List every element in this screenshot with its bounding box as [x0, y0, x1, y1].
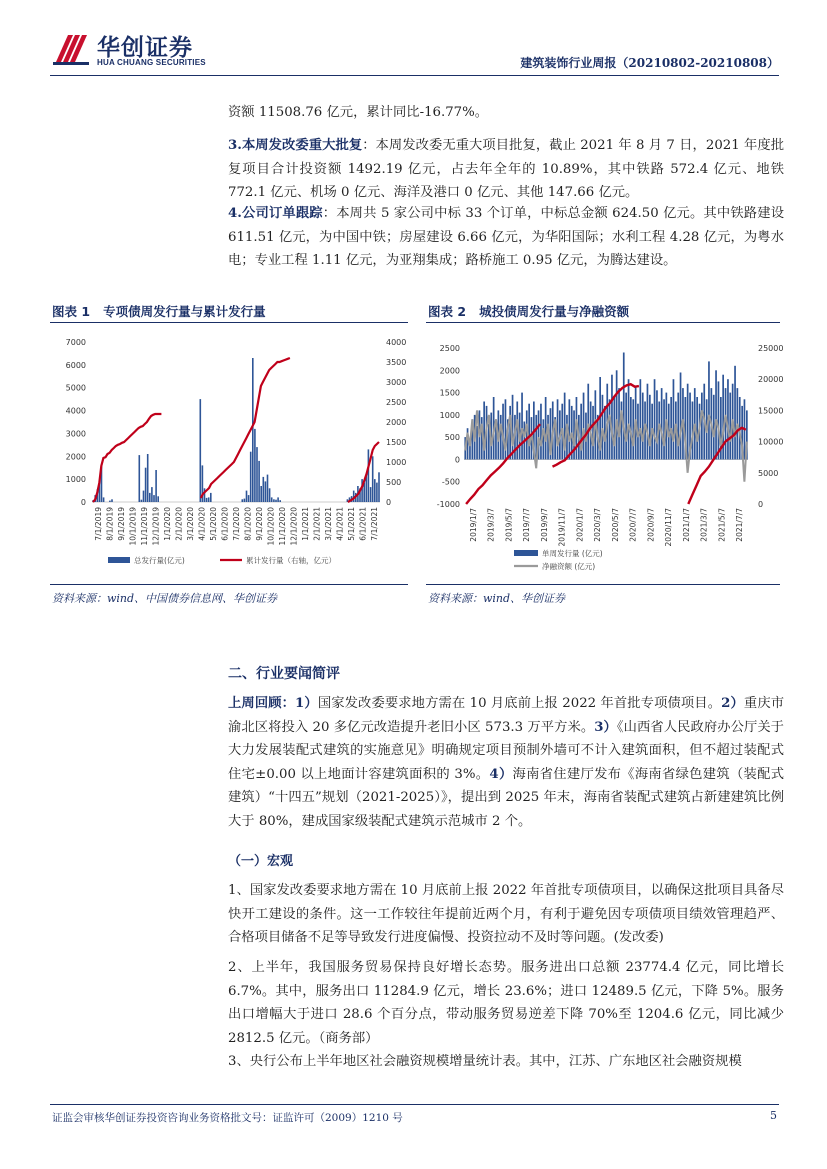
x-tick-label: 2/1/2020	[174, 507, 184, 541]
weekly-issuance-bar	[103, 497, 105, 502]
weekly-issuance-bar	[277, 497, 279, 502]
weekly-issuance-bar	[250, 452, 252, 502]
figure1-title-rule	[50, 322, 408, 323]
y2-tick-label: 1500	[386, 438, 407, 447]
x-tick-label: 4/1/2021	[335, 507, 345, 541]
ndrc-approval-paragraph	[228, 134, 784, 205]
page-number: 5	[770, 1109, 777, 1122]
y2-tick-label: 2500	[386, 398, 407, 407]
x-tick-label: 2/1/2021	[312, 507, 322, 541]
legend-label-bar: 单周发行量 (亿元)	[542, 549, 603, 558]
y-tick-label: 7000	[65, 338, 86, 347]
x-tick-label: 2021/3/7	[699, 508, 709, 542]
weekly-issuance-bar	[147, 454, 149, 502]
weekly-issuance-bar	[374, 479, 376, 502]
weekly-issuance-bar	[521, 393, 523, 460]
y2-tick-label: 3500	[386, 358, 407, 367]
weekly-issuance-bar	[153, 495, 155, 502]
x-tick-label: 3/1/2021	[324, 507, 334, 541]
news-item-3: 3、央行公布上半年地区社会融资规模增量统计表。其中，江苏、广东地区社会融资规模	[228, 1054, 742, 1069]
weekly-issuance-bar	[727, 379, 729, 459]
weekly-issuance-bar	[256, 447, 258, 502]
news-section-title: 二、行业要闻简评	[228, 666, 340, 682]
x-tick-label: 7/1/2019	[93, 507, 103, 541]
x-tick-label: 2020/3/7	[593, 508, 603, 542]
figure1-source: 资料来源：wind、中国债券信息网、华创证券	[52, 592, 278, 605]
weekly-issuance-bar	[248, 495, 250, 502]
x-tick-label: 2019/5/7	[504, 508, 514, 542]
recap-num-1: 1）	[295, 696, 318, 711]
weekly-issuance-bar	[528, 404, 530, 460]
x-tick-label: 2019/9/7	[539, 508, 549, 542]
y-tick-label: 1500	[439, 388, 460, 398]
weekly-issuance-bar	[718, 381, 720, 459]
weekly-issuance-bar	[649, 395, 651, 460]
weekly-issuance-bar	[368, 449, 370, 502]
weekly-issuance-bar	[353, 491, 355, 502]
x-tick-label: 10/1/2019	[128, 507, 138, 546]
news-item-2: 2、上半年，我国服务贸易保持良好增长态势。服务进出口总额 23774.4 亿元，同比增长 6.7%。其中，服务出口 11284.9 亿元，增长 23.6%；进口 12489.5 亿元，下降 5%。服务出口增幅大于进口 28.6 个百分点，带动服务贸易逆差下降 70%至 1204.6 亿元，同比减少 2812.5 亿元。（商务部）	[228, 960, 784, 1046]
weekly-issuance-bar	[252, 358, 254, 502]
figure2-title-rule	[426, 322, 780, 323]
weekly-issuance-bar	[729, 393, 731, 460]
weekly-issuance-bar	[109, 501, 111, 502]
x-tick-label: 9/1/2020	[255, 507, 264, 541]
y-tick-label: 1000	[65, 475, 86, 485]
figure1-title	[52, 302, 266, 320]
logo-name-en: HUA CHUANG SECURITIES	[97, 58, 206, 67]
footer-license: 证监会审核华创证券投资咨询业务资格批文号：证监许可（2009）1210 号	[52, 1112, 403, 1124]
x-tick-label: 2019/1/7	[468, 508, 478, 542]
legend-swatch-bar	[514, 550, 538, 556]
y2-tick-label: 4000	[386, 338, 407, 347]
carry-over-paragraph	[228, 101, 784, 125]
weekly-issuance-bar	[625, 393, 627, 460]
legend-label-line: 净融资额 (亿元)	[542, 562, 596, 571]
x-tick-label: 8/1/2019	[105, 507, 115, 541]
y2-tick-label: 1000	[386, 458, 407, 467]
recap-lead: 上周回顾：	[228, 696, 296, 711]
figure1-chart	[50, 328, 408, 582]
weekly-issuance-bar	[254, 429, 256, 502]
y-tick-label: 5000	[65, 383, 86, 393]
y2-tick-label: 0	[758, 500, 764, 509]
weekly-issuance-bar	[242, 499, 244, 502]
weekly-recap-paragraph	[228, 692, 784, 833]
weekly-issuance-bar	[647, 384, 649, 460]
orders-lead: 4.公司订单跟踪	[228, 206, 323, 221]
x-tick-label: 1/1/2021	[301, 507, 311, 541]
recap-num-4: 4）	[489, 766, 513, 782]
y-tick-label: 0	[80, 498, 86, 507]
weekly-issuance-bar	[701, 393, 703, 460]
x-tick-label: 10/1/2020	[266, 507, 276, 546]
x-tick-label: 2019/7/7	[522, 508, 532, 542]
x-tick-label: 2020/7/7	[628, 508, 638, 542]
y-tick-label: 4000	[65, 406, 86, 416]
figure1-title-text: 专项债周发行量与累计发行量	[103, 304, 266, 319]
weekly-issuance-bar	[244, 499, 246, 502]
x-tick-label: 7/1/2020	[232, 507, 241, 541]
weekly-issuance-bar	[569, 399, 571, 459]
y2-tick-label: 25000	[758, 344, 784, 353]
x-tick-label: 2021/1/7	[681, 508, 691, 542]
y-tick-label: 3000	[65, 429, 86, 439]
weekly-issuance-bar	[263, 477, 265, 502]
y-tick-label: -1000	[436, 500, 460, 509]
figure2-chart	[426, 328, 784, 582]
weekly-issuance-bar	[734, 366, 736, 460]
weekly-issuance-bar	[155, 470, 157, 502]
x-tick-label: 7/1/2021	[370, 507, 380, 541]
y2-tick-label: 0	[386, 498, 392, 507]
news-item-1: 1、国家发改委要求地方需在 10 月底前上报 2022 年首批专项债项目，以确保这批项目具备尽快开工建设的条件。这一工作较往年提前近两个月，有利于避免因专项债项目绩效管理趋严、合格项目储备不足等导致发行进度偏慢、投资拉动不及时等问题。(发改委)	[228, 883, 784, 945]
footer-divider	[50, 1104, 779, 1105]
weekly-issuance-bar	[656, 390, 658, 459]
weekly-issuance-bar	[476, 426, 478, 459]
y2-tick-label: 5000	[758, 468, 779, 478]
weekly-issuance-bar	[149, 493, 151, 502]
weekly-issuance-bar	[687, 384, 689, 460]
x-tick-label: 6/1/2020	[220, 507, 230, 541]
weekly-issuance-bar	[269, 488, 271, 502]
weekly-issuance-bar	[483, 402, 485, 460]
weekly-issuance-bar	[715, 370, 717, 459]
x-tick-label: 11/1/2019	[139, 507, 149, 546]
carry-over-text: 资额 11508.76 亿元，累计同比-16.77%。	[228, 105, 489, 120]
logo-name-cn: 华创证券	[97, 35, 193, 61]
orders-text: ：本周共 5 家公司中标 33 个订单，中标总金额 624.50 亿元。其中铁路建设 611.51 亿元，为中国中铁；房屋建设 6.66 亿元，为华阳国际；水利工程 4.28 亿元，为粤水电；专业工程 1.11 亿元，为亚翔集成；路桥施工 0.95 亿元，为腾达建设。	[228, 206, 784, 268]
weekly-issuance-bar	[580, 404, 582, 460]
weekly-issuance-bar	[200, 399, 202, 502]
weekly-issuance-bar	[623, 353, 625, 460]
weekly-issuance-bar	[545, 397, 547, 459]
weekly-issuance-bar	[370, 487, 372, 502]
weekly-issuance-bar	[279, 500, 281, 502]
weekly-issuance-bar	[260, 486, 262, 502]
recap-text-2: 重庆市渝北区将投入 20 多亿元改造提升老旧小区 573.3 万平方米。	[228, 696, 785, 735]
weekly-issuance-bar	[642, 393, 644, 460]
recap-text-1: 国家发改委要求地方需在 10 月底前上报 2022 年首批专项债项目。	[317, 696, 722, 711]
legend-swatch-bar	[108, 557, 130, 563]
weekly-issuance-bar	[661, 388, 663, 459]
x-tick-label: 2021/5/7	[717, 508, 727, 542]
figure1-bottom-rule	[50, 584, 408, 585]
weekly-issuance-bar	[654, 379, 656, 459]
logo-mark-icon	[53, 30, 91, 66]
weekly-issuance-bar	[673, 379, 675, 459]
figure2-title-text: 城投债周发行量与净融资额	[479, 304, 630, 319]
weekly-issuance-bar	[621, 402, 623, 460]
header-divider	[50, 75, 779, 76]
recap-text-4: 海南省住建厅发布《海南省绿色建筑（装配式建筑）“十四五”规划（2021-2025）》，提出到 2025 年末，海南省装配式建筑占新建建筑比例大于 80%，建成国家级装配式建筑示范城市 2 个。	[228, 766, 785, 829]
x-tick-label: 9/1/2019	[116, 507, 126, 541]
weekly-issuance-bar	[157, 496, 159, 502]
y2-tick-label: 500	[386, 478, 402, 487]
weekly-issuance-bar	[640, 379, 642, 459]
weekly-issuance-bar	[273, 499, 275, 502]
y-tick-label: 0	[454, 455, 460, 465]
weekly-issuance-bar	[677, 393, 679, 460]
x-tick-label: 2020/9/7	[646, 508, 656, 542]
x-tick-label: 6/1/2021	[358, 507, 368, 541]
weekly-issuance-bar	[378, 472, 380, 502]
figure2-label: 图表 2	[428, 304, 467, 319]
y-tick-label: -500	[441, 477, 460, 487]
x-tick-label: 3/1/2020	[185, 507, 195, 541]
weekly-issuance-bar	[609, 399, 611, 459]
y2-tick-label: 10000	[758, 437, 784, 447]
weekly-issuance-bar	[628, 379, 630, 459]
x-tick-label: 4/1/2020	[197, 507, 207, 541]
orders-paragraph	[228, 202, 784, 273]
figure2-bottom-rule	[426, 584, 780, 585]
weekly-issuance-bar	[265, 481, 267, 502]
weekly-issuance-bar	[258, 461, 260, 502]
x-tick-label: 2021/7/7	[735, 508, 745, 542]
x-tick-label: 1/1/2020	[162, 507, 172, 541]
cumulative-issuance-line	[201, 358, 290, 498]
weekly-issuance-bar	[151, 487, 153, 502]
weekly-issuance-bar	[696, 397, 698, 459]
y-tick-label: 1000	[439, 410, 460, 420]
x-tick-label: 12/1/2020	[289, 507, 299, 546]
x-tick-label: 2020/5/7	[610, 508, 620, 542]
y2-tick-label: 3000	[386, 378, 407, 387]
weekly-issuance-bar	[143, 491, 145, 502]
x-tick-label: 2019/11/7	[557, 508, 567, 547]
x-tick-label: 11/1/2020	[278, 507, 288, 546]
y2-tick-label: 2000	[386, 418, 407, 427]
ndrc-approval-lead: 3.本周发改委重大批复	[228, 138, 363, 153]
weekly-issuance-bar	[210, 493, 212, 502]
y-tick-label: 6000	[65, 360, 86, 370]
weekly-issuance-bar	[139, 455, 141, 502]
legend-label-bar: 总发行量(亿元)	[134, 556, 185, 565]
y-tick-label: 500	[444, 433, 460, 443]
x-tick-label: 2019/3/7	[486, 508, 496, 542]
y-tick-label: 2000	[439, 366, 460, 376]
weekly-issuance-bar	[611, 375, 613, 460]
x-tick-label: 5/1/2020	[209, 507, 218, 541]
weekly-issuance-bar	[145, 468, 147, 502]
weekly-issuance-bar	[602, 395, 604, 460]
weekly-issuance-bar	[587, 384, 589, 460]
weekly-issuance-bar	[372, 456, 374, 502]
weekly-issuance-bar	[208, 497, 210, 502]
x-tick-label: 8/1/2020	[243, 507, 253, 541]
weekly-issuance-bar	[680, 373, 682, 460]
figure1-label: 图表 1	[52, 304, 91, 319]
x-tick-label: 2020/11/7	[664, 508, 674, 547]
x-tick-label: 5/1/2021	[347, 507, 357, 541]
report-title: 建筑装饰行业周报（20210802-20210808）	[520, 56, 779, 70]
legend-label-line: 累计发行量（右轴，亿元）	[246, 556, 336, 565]
ndrc-approval-text: ：本周发改委无重大项目批复，截止 2021 年 8 月 7 日，2021 年度批复项目合计投资额 1492.19 亿元，占去年全年的 10.89%，其中铁路 572.4 亿元、地铁 772.1 亿元、机场 0 亿元、海洋及港口 0 亿元、其他 147.66 亿元。	[228, 138, 785, 200]
recap-text-3: 《山西省人民政府办公厅关于大力发展装配式建筑的实施意见》明确规定项目预制外墙可不计入建筑面积，但不超过装配式住宅±0.00 以上地面计容建筑面积的 3%。	[228, 719, 784, 782]
figure2-source: 资料来源：wind、华创证券	[428, 592, 566, 605]
recap-num-3: 3）	[594, 719, 617, 735]
y2-tick-label: 15000	[758, 406, 784, 416]
x-tick-label: 12/1/2019	[151, 507, 161, 546]
recap-num-2: 2）	[721, 696, 744, 711]
weekly-issuance-bar	[708, 361, 710, 459]
weekly-issuance-bar	[540, 404, 542, 460]
y2-tick-label: 20000	[758, 375, 784, 385]
y-tick-label: 2000	[65, 452, 86, 462]
weekly-issuance-bar	[111, 499, 113, 502]
weekly-issuance-bar	[376, 483, 378, 502]
figure2-title	[428, 302, 629, 320]
x-tick-label: 2020/1/7	[575, 508, 585, 542]
weekly-issuance-bar	[616, 370, 618, 459]
weekly-issuance-bar	[275, 500, 277, 502]
y-tick-label: 2500	[439, 344, 460, 353]
weekly-issuance-bar	[500, 415, 502, 460]
company-logo	[53, 28, 223, 70]
weekly-issuance-bar	[141, 500, 143, 502]
weekly-issuance-bar	[271, 497, 273, 502]
weekly-issuance-bar	[206, 498, 208, 502]
weekly-issuance-bar	[246, 491, 248, 502]
weekly-issuance-bar	[583, 393, 585, 460]
weekly-issuance-bar	[267, 475, 269, 502]
macro-subtitle: （一）宏观	[228, 854, 294, 869]
